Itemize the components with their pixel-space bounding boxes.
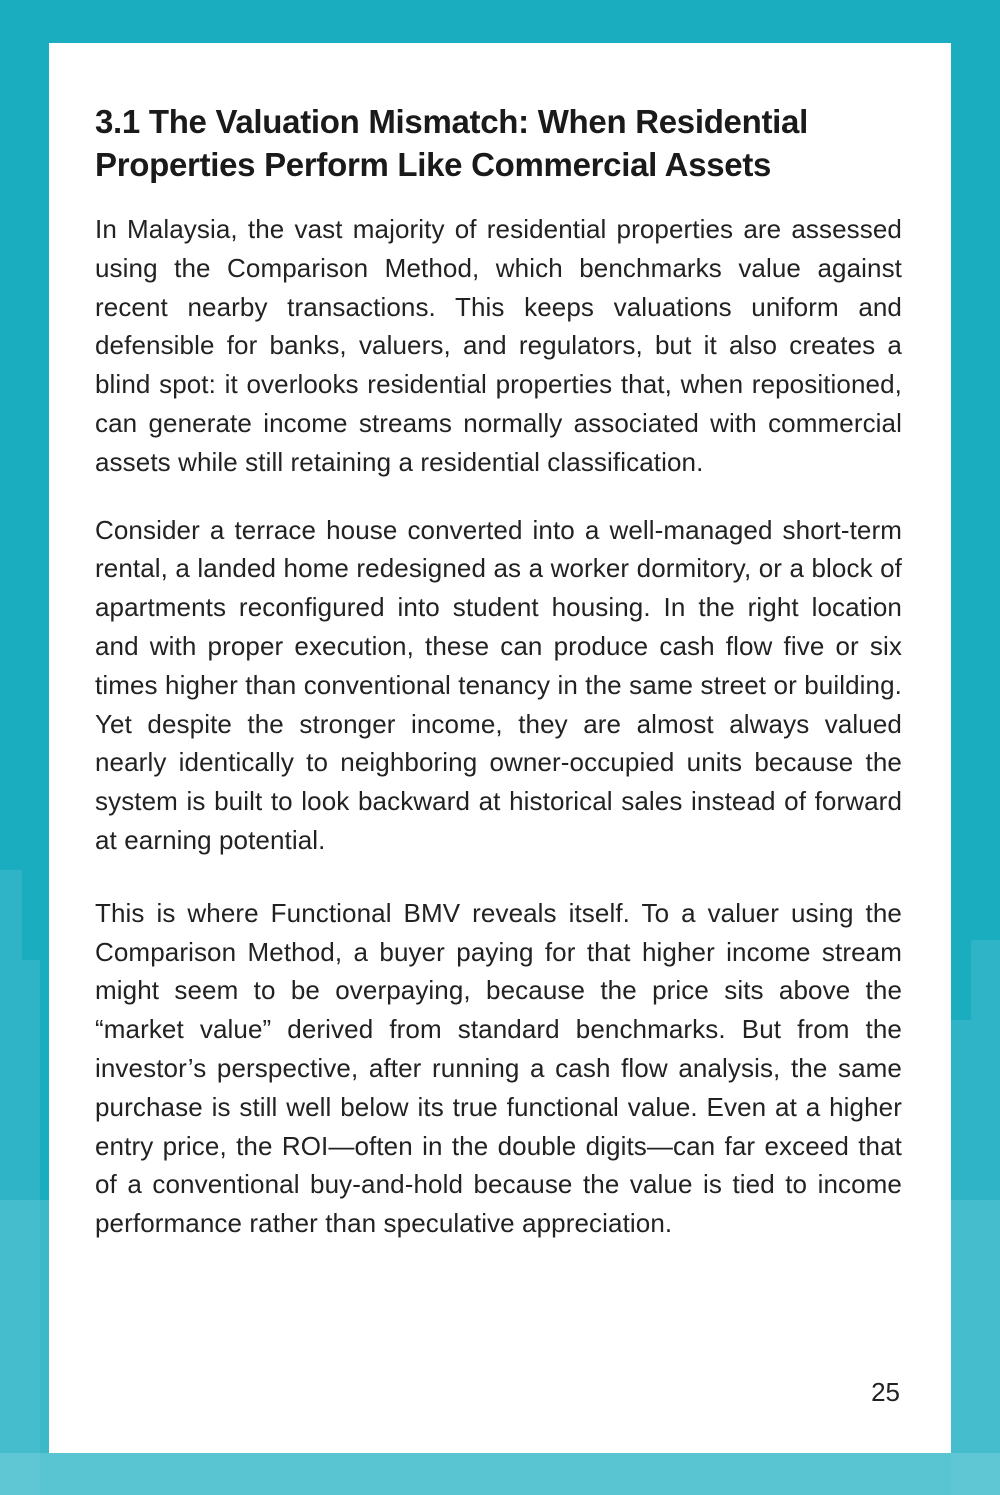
- body-paragraph-3: This is where Functional BMV reveals itself. To a valuer using the Comparison Method, a buyer paying for that higher income stream might seem to be overpaying, because the price sits above the “market value” derived from standard benchmarks. But from the investor’s perspective, after running a cash flow analysis, the same purchase is still well below its true functional value. Even at a higher entry price, the ROI—often in the double digits—can far exceed that of a conventional buy-and-hold because the value is tied to income performance rather than speculative appreciation.: [95, 897, 902, 1239]
- section-title: 3.1 The Valuation Mismatch: When Residential Properties Perform Like Commercial Assets: [95, 103, 808, 183]
- page-card: [49, 43, 951, 1453]
- page-number: 25: [871, 1377, 900, 1407]
- body-paragraph-1: In Malaysia, the vast majority of residential properties are assessed using the Comparison Method, which benchmarks value against recent nearby transactions. This keeps valuations uniform and defensible for banks, valuers, and regulators, but it also creates a blind spot: it overlooks residential properties that, when repositioned, can generate income streams normally associated with commercial assets while still retaining a residential classification.: [95, 214, 902, 477]
- body-paragraph-2: Consider a terrace house converted into a well-managed short-term rental, a landed home redesigned as a worker dormitory, or a block of apartments reconfigured into student housing. In the right location and with proper execution, these can produce cash flow five or six times higher than conventional tenancy in the same street or building. Yet despite the stronger income, they are almost always valued nearly identically to neighboring owner-occupied units because the system is built to look backward at historical sales instead of forward at earning potential.: [95, 514, 902, 855]
